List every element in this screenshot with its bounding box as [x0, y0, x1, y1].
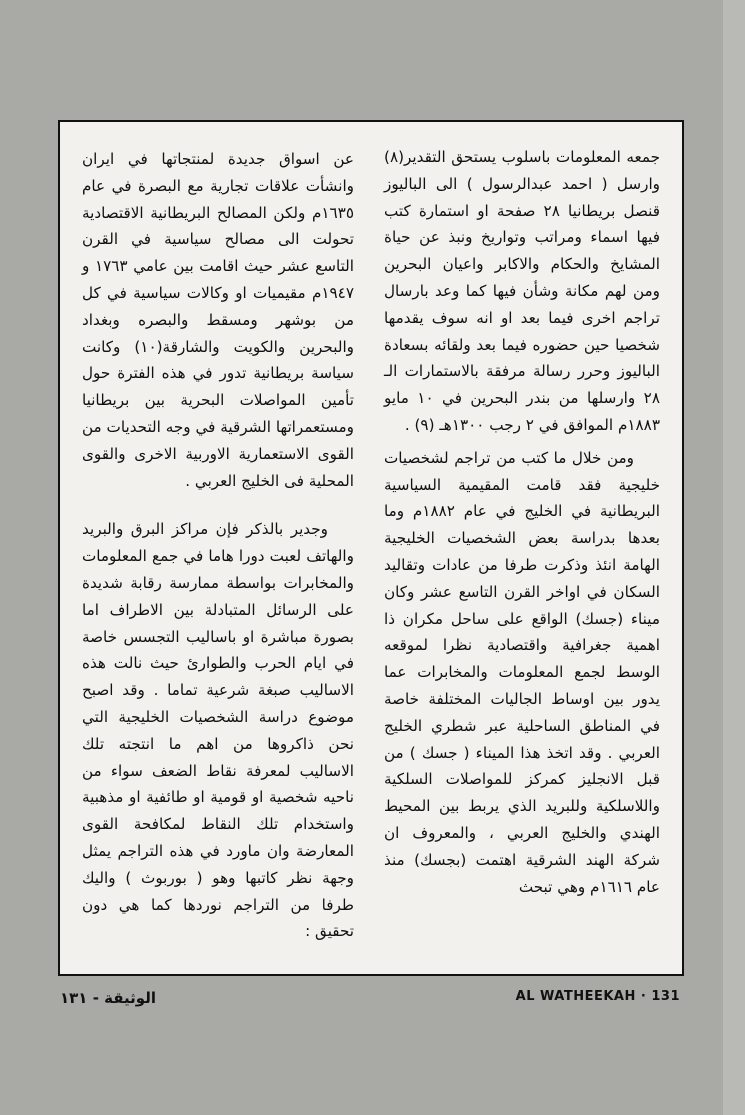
paragraph-personnel-records: جمعه المعلومات باسلوب يستحق التقدير(٨) وارسل ( احمد عبدالرسول ) الى الباليوز قنصل بريطانيا ٢٨ صفحة او استمارة كتب فيها اسماء ومراتب وتواريخ ونبذ عن حياة المشايخ والحكام والاكابر واعيان البحرين ومن لهم مكانة وشأن فيها كما وعد بارسال تراجم اخرى فيما بعد او انه سوف يقدمها شخصيا حين حضوره فيما بعد ولقائه بسعادة الباليوز وحرر رسالة مرفقة بالاستمارات الـ ٢٨ وارسلها من بندر البحرين في ١٠ مايو ١٨٨٣م الموافق في ٢ رجب ١٣٠٠هـ (٩) .	[384, 148, 661, 434]
article-column-right	[384, 144, 660, 900]
page-edge-shadow	[723, 0, 745, 1115]
article-frame	[58, 120, 684, 976]
footer-english-folio: AL WATHEEKAH · 131	[515, 989, 680, 1004]
paragraph-british-interests: عن اسواق جديدة لمنتجاتها في ايران وانشأت علاقات تجارية مع البصرة في عام ١٦٣٥م ولكن المصالح البريطانية الاقتصادية تحولت الى مصالح سياسية في القرن التاسع عشر حيث اقامت بين عامي ١٧٦٣ و ١٩٤٧م مقيميات او وكالات سياسية في كل من بوشهر ومسقط والبصره وبغداد والبحرين والكويت والشارقة(١٠) وكانت سياسة بريطانية تدور في هذه الفترة حول تأمين المواصلات البحرية بين بريطانيا ومستعمراتها الشرقية في وجه التحديات من القوى الاستعمارية الاوربية الاخرى والقوى المحلية فى الخليج العربي .	[82, 150, 354, 490]
paragraph-telegraph-surveillance: وجدير بالذكر فإن مراكز البرق والبريد والهاتف لعبت دورا هاما في جمع المعلومات والمخابرات بواسطة ممارسة رقابة شديدة على الرسائل المتبادلة بين الاطراف اما بصورة مباشرة او باساليب التجسس خاصة في ايام الحرب والطوارئ حيث نالت هذه الاساليب صبغة شرعية تماما . وقد اصبح موضوع دراسة الشخصيات الخليجية التي نحن ذاكروها من اهم ما انتجته تلك الاساليب لمعرفة نقاط الضعف سواء من ناحيه شخصية او قومية او طائفية او مذهبية واستخدام تلك النقاط لمكافحة القوى المعارضة وان ماورد في هذه التراجم يمثل وجهة نظر كاتبها وهو ( بوربوث ) واليك طرفا من التراجم نوردها كما هي دون تحقيق :	[82, 520, 354, 941]
page-footer	[60, 989, 680, 1013]
paragraph-jask-port: ومن خلال ما كتب من تراجم لشخصيات خليجية فقد قامت المقيمية السياسية البريطانية في الخليج في عام ١٨٨٢م وما بعدها بدراسة بعض الشخصيات الخليجية الهامة انئذ وذكرت طرفا من عادات وتقاليد السكان في اواخر القرن التاسع عشر وكان ميناء (جسك) الواقع على ساحل مكران ذا اهمية جغرافية واقتصادية نظرا لموقعه الوسط لجمع المعلومات والمخابرات عما يدور بين اوساط الجاليات المختلفة خاصة في المناطق الساحلية عبر شطري الخليج العربي . وقد اتخذ هذا الميناء ( جسك ) من قبل الانجليز كمركز للمواصلات السلكية واللاسلكية وللبريد الذي يربط بين المحيط الهندي والخليج العربي ، والمعروف ان شركة الهند الشرقية اهتمت (بجسك) منذ عام ١٦١٦م وهي تبحث	[384, 448, 660, 896]
footer-arabic-folio: الوثيقة - ١٣١	[60, 989, 156, 1007]
article-column-left	[82, 146, 354, 945]
